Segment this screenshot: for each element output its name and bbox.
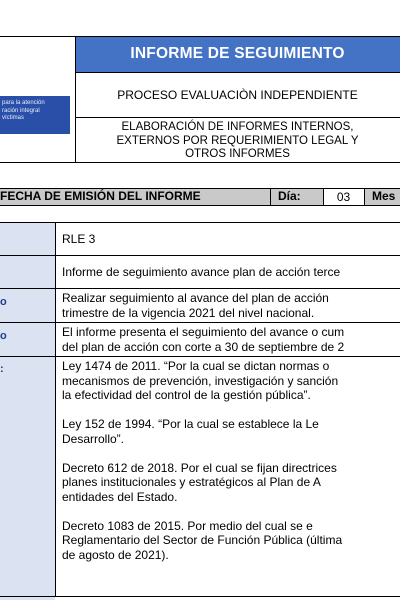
scope-line: El informe presenta el seguimiento del avance o cum bbox=[62, 325, 345, 339]
document-title: INFORME DE SEGUIMIENTO bbox=[130, 45, 345, 62]
legal-line: de agosto de 2021). bbox=[62, 547, 169, 562]
legal-line: Ley 1474 de 2011. “Por la cual se dictan normas o bbox=[62, 359, 330, 373]
scope-line: del plan de acción con corte a 30 de septiembre de 2 bbox=[62, 339, 345, 354]
side-mark: o bbox=[0, 296, 7, 308]
legal-line: Decreto 612 de 2018. Por el cual se fijan directrices bbox=[62, 460, 337, 475]
process-name: PROCESO EVALUACIÒN INDEPENDIENTE bbox=[117, 87, 358, 102]
procedure-line: ELABORACIÓN DE INFORMES INTERNOS, bbox=[121, 121, 354, 133]
side-mark: : bbox=[0, 363, 4, 375]
objective-line: Realizar seguimiento al avance del plan de acción bbox=[62, 291, 329, 305]
report-code: RLE 3 bbox=[62, 232, 96, 246]
legal-line: la efectividad del control de la gestión pública”. bbox=[62, 388, 311, 402]
report-name: Informe de seguimiento avance plan de acción terce bbox=[62, 265, 341, 279]
procedure-line: EXTERNOS POR REQUERIMIENTO LEGAL Y bbox=[116, 134, 359, 147]
month-label: Mes bbox=[372, 189, 396, 203]
objective-text bbox=[62, 291, 400, 320]
legal-line: planes institucionales y estratégicos al Plan de A bbox=[62, 475, 321, 489]
day-label: Día: bbox=[278, 189, 301, 203]
legal-line: Desarrollo”. bbox=[62, 431, 125, 446]
title-cell bbox=[75, 36, 400, 72]
legal-line: mecanismos de prevención, investigación y sanción bbox=[62, 373, 339, 388]
legal-line: entidades del Estado. bbox=[62, 489, 178, 504]
legal-line: Reglamentario del Sector de Función Pública (última bbox=[62, 533, 343, 547]
date-label: FECHA DE EMISIÓN DEL INFORME bbox=[0, 189, 201, 203]
field-labels-column bbox=[0, 222, 55, 600]
logo-text: para la atención ración integral víctimas bbox=[2, 100, 45, 121]
legal-line: Decreto 1083 de 2015. Por medio del cual se e bbox=[62, 518, 313, 533]
side-mark: o bbox=[0, 330, 7, 342]
day-value: 03 bbox=[323, 188, 364, 205]
legal-framework-text bbox=[62, 359, 400, 562]
scope-text bbox=[62, 325, 400, 354]
procedure-name bbox=[75, 117, 400, 162]
legal-line: Ley 152 de 1994. “Por la cual se establece la Le bbox=[62, 417, 319, 431]
procedure-line: OTROS INFORMES bbox=[185, 148, 290, 160]
objective-line: trimestre de la vigencia 2021 del nivel nacional. bbox=[62, 305, 315, 320]
